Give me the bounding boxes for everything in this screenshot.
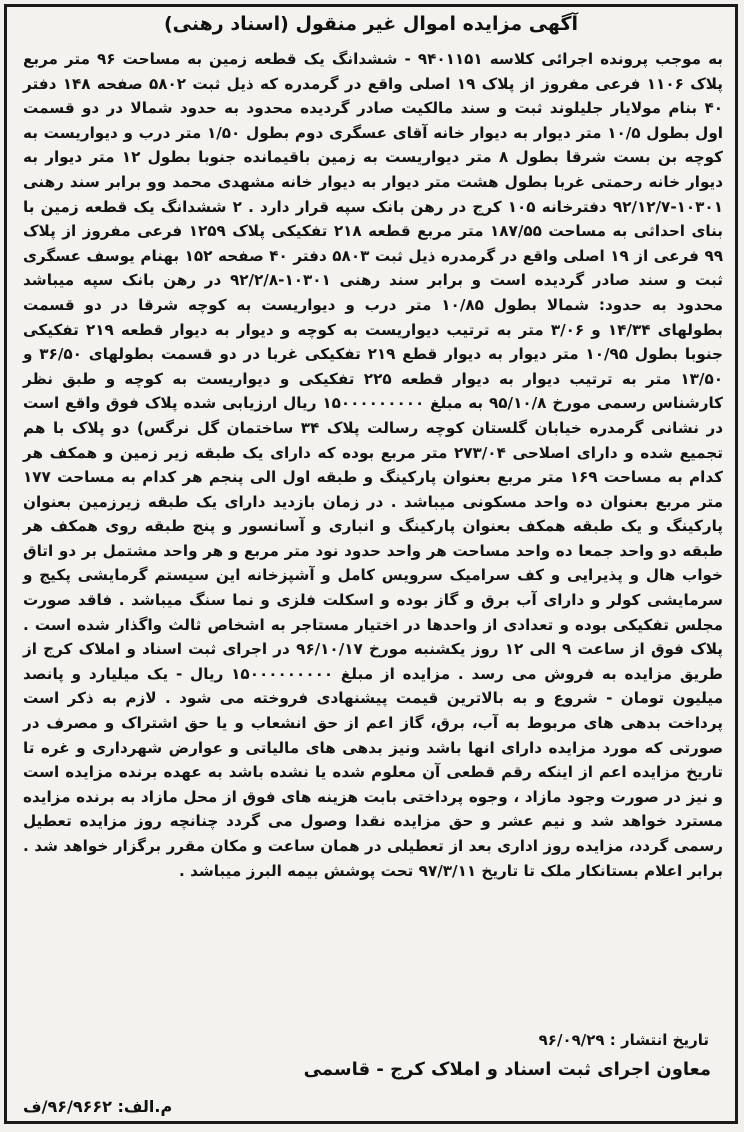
notice-signature: معاون اجرای ثبت اسناد و املاک کرج - قاسمی: [303, 1059, 711, 1080]
notice-frame: [4, 4, 738, 1124]
reference-code: م.الف: ۹۶/۹۶۶۲/ف: [23, 1097, 173, 1116]
publication-date-label: تاریخ انتشار :: [609, 1031, 709, 1049]
notice-title: آگهی مزایده اموال غیر منقول (اسناد رهنی): [163, 13, 579, 35]
notice-body: به موجب پرونده اجرائی کلاسه ۹۴۰۱۱۵۱ - ششدانگ یک قطعه زمین به مساحت ۹۶ متر مربع پلاک ۱۱۰۶ فرعی مفروز از پلاک ۱۹ اصلی واقع در گرمدره که ذیل ثبت ۵۸۰۲ صفحه ۱۴۸ دفتر ۴۰ بنام مولایار جلیلوند ثبت و سند مالکیت صادر گردیده محدود به حدود شمالا در دو قسمت اول بطول ۱۰/۵ متر دیوار به دیوار خانه آقای عسگری دوم بطول ۱/۵۰ متر درب و دیواریست به کوچه بن بست شرقا بطول ۸ متر دیواریست به زمین باقیمانده جنوبا بطول ۱۲ متر دیوار به دیوار خانه رحمتی غربا بطول هشت متر دیوار به دیوار خانه مشهدی محمد وو برابر سند رهنی ۱۰۳۰۱-۹۲/۱۲/۷ دفترخانه ۱۰۵ کرج در رهن بانک سپه قرار دارد . ۲ ششدانگ یک قطعه زمین با بنای احداثی به مساحت ۱۸۷/۵۵ متر مربع قطعه ۲۱۸ تفکیکی پلاک ۱۲۵۹ فرعی مفروز از پلاک ۹۹ فرعی از ۱۹ اصلی واقع در گرمدره ذیل ثبت ۵۸۰۳ دفتر ۴۰ صفحه ۱۵۲ بهنام یوسف عسگری ثبت و سند صادر گردیده است و برابر سند رهنی ۱۰۳۰۱-۹۲/۲/۸ در رهن بانک سپه میباشد محدود به حدود: شمالا بطول ۱۰/۸۵ متر درب و دیواریست به کوچه شرقا در دو قسمت بطولهای ۱۴/۳۴ و ۳/۰۶ متر به ترتیب دیواریست به کوچه و دیوار به دیوار قطعه ۲۱۹ تفکیکی جنوبا بطول ۱۰/۹۵ متر دیوار به دیوار قطع ۲۱۹ تفکیکی غربا در دو قسمت بطولهای ۳۶/۵۰ و ۱۳/۵۰ متر به ترتیب دیوار به دیوار قطعه ۲۲۵ تفکیکی و دیواریست به کوچه و طبق نظر کارشناس رسمی مورخ ۹۵/۱۰/۸ به مبلغ ۱۵۰۰۰۰۰۰۰۰۰ ریال ارزیابی شده پلاک فوق واقع است در نشانی گرمدره خیابان گلستان کوچه رسالت پلاک ۳۴ ساختمان گل نرگس) دو پلاک با هم تجمیع شده و دارای اصلاحی ۲۷۳/۰۴ متر مربع بوده که دارای یک طبقه زیر زمین و همکف هر کدام به مساحت ۱۶۹ متر مربع بعنوان پارکینگ و طبقه اول الی پنجم هر کدام به مساحت ۱۷۷ متر مربع بعنوان ده واحد مسکونی میباشد . در زمان بازدید دارای یک طبقه زیرزمین بعنوان پارکینگ و یک طبقه همکف بعنوان پارکینگ و انباری و آسانسور و پنج طبقه روی همکف هر طبقه دو واحد جمعا ده واحد مساحت هر واحد حدود نود متر مربع و هر واحد مشتمل بر دو اتاق خواب هال و پذیرایی و کف سرامیک سرویس کامل و آشپزخانه این سیستم گرمایشی پکیج و سرمایشی کولر و دارای آب برق و گاز بوده و اسکلت فلزی و نما سنگ میباشد . فاقد صورت مجلس تفکیکی بوده و تعدادی از واحدها در اختیار مستاجر به اشخاص ثالث واگذار شده است . پلاک فوق از ساعت ۹ الی ۱۲ روز یکشنبه مورخ ۹۶/۱۰/۱۷ در اجرای ثبت اسناد و املاک کرج از طریق مزایده به فروش می رسد . مزایده از مبلغ ۱۵۰۰۰۰۰۰۰۰۰ ریال - یک میلیارد و پانصد میلیون تومان - شروع و به بالاترین قیمت پیشنهادی فروخته می شود . لازم به ذکر است پرداخت بدهی های مربوط به آب، برق، گاز اعم از حق انشعاب و یا حق اشتراک و مصرف در صورتی که مورد مزایده دارای انها باشد ونیز بدهی های مالیاتی و عوارض شهرداری و غره تا تاریخ مزایده اعم از اینکه رقم قطعی آن معلوم شده یا نشده باشد به عهده برنده مزایده است و نیز در صورت وجود مازاد ، وجوه پرداختی بابت هزینه های فوق از محل مازاد به برنده مزایده مسترد خواهد شد و نیم عشر و حق مزایده نقدا وصول می گردد چنانچه روز مزایده تعطیل رسمی گردد، مزایده روز اداری بعد از تعطیلی در همان ساعت و مکان مقرر برگزار خواهد شد . برابر اعلام بستانکار ملک تا تاریخ ۹۷/۳/۱۱ تحت پوشش بیمه البرز میباشد .: [23, 50, 724, 880]
publication-date: [539, 1031, 709, 1049]
publication-date-value: ۹۶/۰۹/۲۹: [538, 1031, 605, 1049]
